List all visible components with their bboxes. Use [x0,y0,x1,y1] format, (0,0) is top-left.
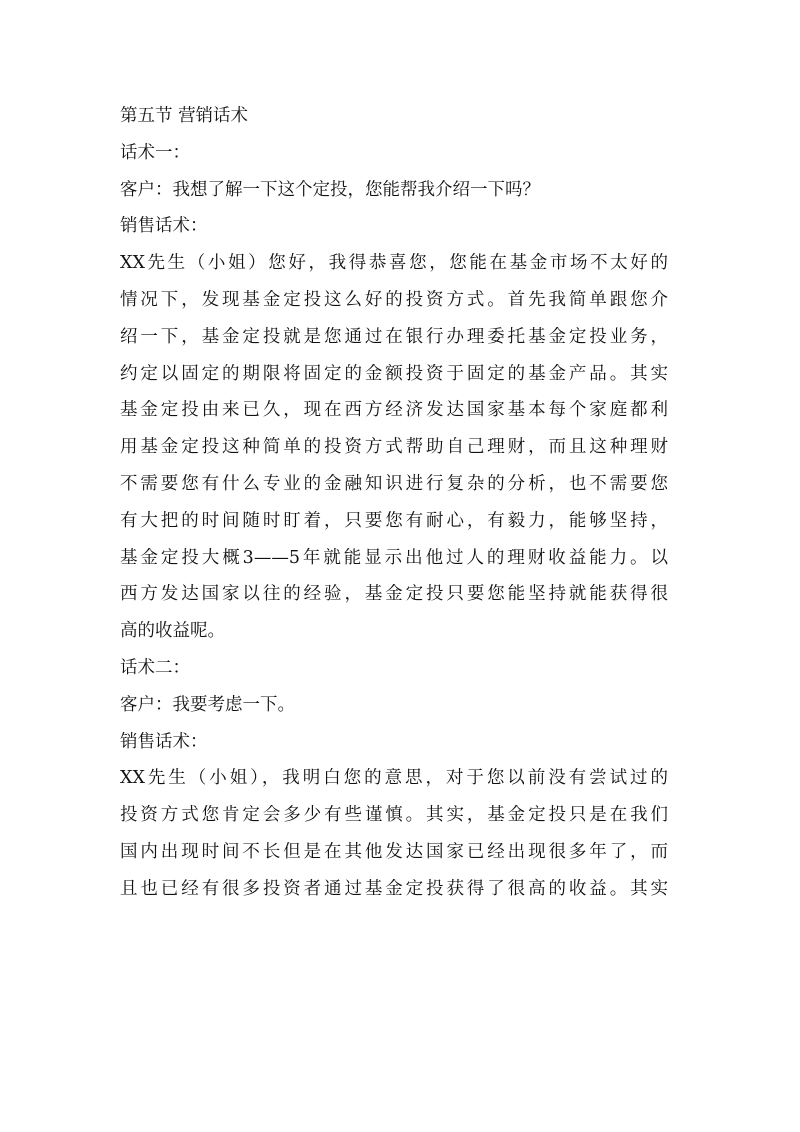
script1-body-line: 约定以固定的期限将固定的金额投资于固定的基金产品。其实 [120,363,668,384]
script2-body-line: 国内出现时间不长但是在其他发达国家已经出现很多年了，而 [120,841,668,862]
document-page [120,98,668,908]
script2-body-line: 且也已经有很多投资者通过基金定投获得了很高的收益。其实 [120,878,668,899]
script1-body-line: 用基金定投这种简单的投资方式帮助自己理财，而且这种理财 [120,437,668,458]
script2-body-line: 投资方式您肯定会多少有些谨慎。其实，基金定投只是在我们 [120,805,668,826]
script2-body-line: XX先生（小姐），我明白您的意思，对于您以前没有尝试过的 [120,768,668,789]
script1-heading: 话术一： [120,142,190,163]
script1-body-line: 基金定投大概3——5年就能显示出他过人的理财收益能力。以 [120,547,668,568]
section-title: 第五节 营销话术 [120,106,249,126]
script2-sales-label: 销售话术： [120,731,208,752]
script1-customer-line: 客户：我想了解一下这个定投，您能帮我介绍一下吗？ [120,179,540,200]
script1-body-line: 不需要您有什么专业的金融知识进行复杂的分析，也不需要您 [120,473,668,494]
script1-body-line: 情况下，发现基金定投这么好的投资方式。首先我简单跟您介 [120,289,668,310]
script2-heading: 话术二： [120,657,190,678]
script1-body-line: 基金定投由来已久，现在西方经济发达国家基本每个家庭都利 [120,400,668,421]
script1-sales-label: 销售话术： [120,216,208,237]
script1-body-line: 西方发达国家以往的经验，基金定投只要您能坚持就能获得很 [120,584,668,605]
script1-body-line: 绍一下，基金定投就是您通过在银行办理委托基金定投业务， [120,326,668,347]
script2-customer-line: 客户：我要考虑一下。 [120,694,295,715]
script1-body-line: 有大把的时间随时盯着，只要您有耐心，有毅力，能够坚持， [120,510,668,531]
script1-body-line: 高的收益呢。 [120,621,225,642]
script1-body-line: XX先生（小姐）您好，我得恭喜您，您能在基金市场不太好的 [120,253,668,274]
